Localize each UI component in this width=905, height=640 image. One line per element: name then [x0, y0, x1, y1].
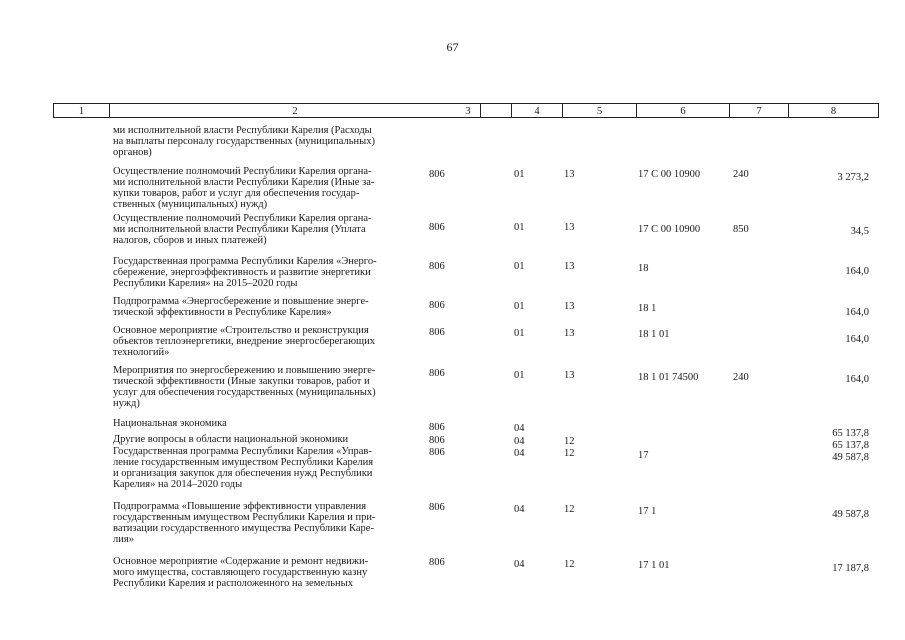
row-name: Осуществление полномочий Республики Карелия органа- ми исполнительной власти Республики Карелия (Уплата налогов, сборов и иных платежей)	[113, 213, 372, 246]
row-col-5: 13	[564, 328, 575, 339]
row-col-3: 806	[429, 422, 445, 433]
row-col-8: 164,0	[845, 307, 869, 318]
row-col-4: 01	[514, 301, 525, 312]
row-col-5: 12	[564, 436, 575, 447]
row-col-8: 17 187,8	[832, 563, 869, 574]
header-col-5: 5	[563, 104, 637, 117]
row-col-8: 164,0	[845, 334, 869, 345]
row-col-3: 806	[429, 222, 445, 233]
row-name: ми исполнительной власти Республики Карелия (Расходы на выплаты персоналу государственных (муниципальных) органов)	[113, 125, 375, 158]
header-col-7: 7	[730, 104, 789, 117]
row-col-5: 13	[564, 301, 575, 312]
row-name: Другие вопросы в области национальной экономики	[113, 434, 349, 445]
row-col-6: 17 С 00 10900	[638, 169, 701, 180]
row-col-5: 13	[564, 261, 575, 272]
header-col-3: 3	[425, 104, 512, 117]
row-col-8: 3 273,2	[837, 172, 869, 183]
row-col-5: 12	[564, 559, 575, 570]
row-col-6: 17 1	[638, 506, 657, 517]
header-col-2: 2	[110, 104, 481, 117]
row-col-7: 240	[733, 372, 749, 383]
row-col-4: 04	[514, 559, 525, 570]
header-col-4: 4	[512, 104, 563, 117]
row-col-8: 49 587,8	[832, 509, 869, 520]
row-col-5: 13	[564, 169, 575, 180]
row-col-3: 806	[429, 327, 445, 338]
row-col-7: 850	[733, 224, 749, 235]
row-col-4: 04	[514, 436, 525, 447]
row-col-4: 01	[514, 261, 525, 272]
row-col-3: 806	[429, 502, 445, 513]
row-col-8: 164,0	[845, 266, 869, 277]
row-col-6: 17 С 00 10900	[638, 224, 701, 235]
row-col-5: 12	[564, 504, 575, 515]
row-col-8: 34,5	[850, 226, 869, 237]
row-col-3: 806	[429, 169, 445, 180]
header-col-8: 8	[830, 106, 837, 117]
row-name: Основное мероприятие «Содержание и ремонт недвижи- мого имущества, составляющего государственную казну Республики Карелия и расположенного на земельных	[113, 556, 369, 589]
row-name: Государственная программа Республики Карелия «Управ- ление государственным имуществом Республики Карелия и организация закупок для обеспечения нужд Республики Карелия» на 2014–2020 годы	[113, 446, 374, 490]
row-col-3: 806	[429, 447, 445, 458]
row-col-5: 13	[564, 370, 575, 381]
row-col-8: 49 587,8	[832, 452, 869, 463]
row-col-3: 806	[429, 435, 445, 446]
row-col-8: 164,0	[845, 374, 869, 385]
header-col-1: 1	[54, 104, 110, 117]
row-col-6: 18	[638, 263, 649, 274]
row-col-6: 18 1 01 74500	[638, 372, 699, 383]
row-col-4: 04	[514, 504, 525, 515]
header-col-6: 6	[637, 104, 730, 117]
page-number: 67	[446, 40, 459, 54]
row-col-4: 04	[514, 448, 525, 459]
row-col-5: 13	[564, 222, 575, 233]
row-name: Основное мероприятие «Строительство и реконструкция объектов теплоэнергетики, внедрение энергосберегающих технологий»	[113, 325, 375, 358]
row-name: Государственная программа Республики Карелия «Энерго- сбережение, энергоэффективность и развитие энергетики Республики Карелия» на 2015–2020 годы	[113, 256, 377, 289]
row-col-4: 01	[514, 328, 525, 339]
row-name: Мероприятия по энергосбережению и повышению энерге- тической эффективности (Иные закупки товаров, работ и услуг для обеспечения государственных (муниципальных) нужд)	[113, 365, 376, 409]
row-name: Подпрограмма «Энергосбережение и повышение энерге- тической эффективности в Республике Карелия»	[113, 296, 369, 318]
row-col-3: 806	[429, 261, 445, 272]
row-col-3: 806	[429, 368, 445, 379]
row-col-4: 01	[514, 222, 525, 233]
row-name: Национальная экономика	[113, 418, 227, 429]
row-col-6: 17 1 01	[638, 560, 670, 571]
row-name: Подпрограмма «Повышение эффективности управления государственным имуществом Республики Карелия и при- ватизации государственного имущества Республики Каре- лия»	[113, 501, 376, 545]
row-col-4: 01	[514, 169, 525, 180]
row-col-8: 65 137,8	[832, 440, 869, 451]
row-col-3: 806	[429, 557, 445, 568]
row-col-6: 18 1 01	[638, 329, 670, 340]
row-col-5: 12	[564, 448, 575, 459]
row-col-7: 240	[733, 169, 749, 180]
row-name: Осуществление полномочий Республики Карелия органа- ми исполнительной власти Республики Карелия (Иные за- купки товаров, работ и услуг для обеспечения государ- ственных (муниципальных) нужд)	[113, 166, 375, 210]
row-col-4: 04	[514, 423, 525, 434]
row-col-8: 65 137,8	[832, 428, 869, 439]
row-col-6: 18 1	[638, 303, 657, 314]
table-header	[53, 103, 879, 118]
row-col-6: 17	[638, 450, 649, 461]
row-col-4: 01	[514, 370, 525, 381]
row-col-3: 806	[429, 300, 445, 311]
